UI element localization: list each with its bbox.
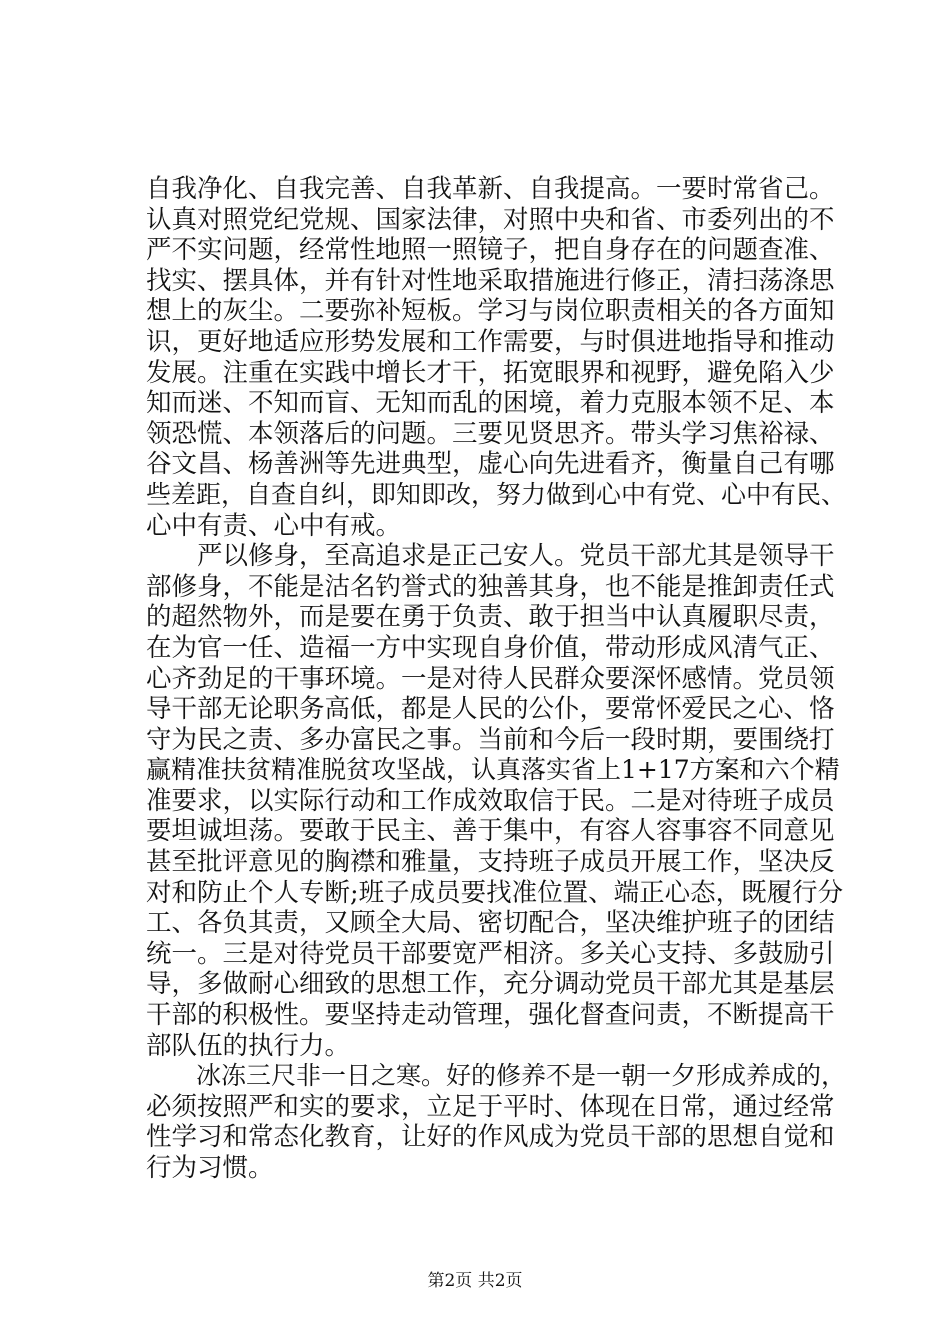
text-line: 统一。三是对待党员干部要宽严相济。多关心支持、多鼓励引 xyxy=(146,938,835,969)
text-line: 的超然物外，而是要在勇于负责、敢于担当中认真履职尽责， xyxy=(146,602,835,633)
text-line: 在为官一任、造福一方中实现自身价值，带动形成风清气正、 xyxy=(146,632,835,663)
text-line: 领恐慌、本领落后的问题。三要见贤思齐。带头学习焦裕禄、 xyxy=(146,418,835,449)
text-line: 导，多做耐心细致的思想工作，充分调动党员干部尤其是基层 xyxy=(146,969,835,1000)
text-line: 识，更好地适应形势发展和工作需要，与时俱进地指导和推动 xyxy=(146,326,835,357)
text-line: 严不实问题，经常性地照一照镜子，把自身存在的问题查准、 xyxy=(146,235,835,266)
text-line: 干部的积极性。要坚持走动管理，强化督查问责，不断提高干 xyxy=(146,1000,835,1031)
text-line: 发展。注重在实践中增长才干，拓宽眼界和视野，避免陷入少 xyxy=(146,357,835,388)
text-line: 必须按照严和实的要求，立足于平时、体现在日常，通过经常 xyxy=(146,1091,835,1122)
text-line: 严以修身，至高追求是正己安人。党员干部尤其是领导干 xyxy=(146,541,835,572)
text-line: 谷文昌、杨善洲等先进典型，虚心向先进看齐，衡量自己有哪 xyxy=(146,449,835,480)
text-line: 行为习惯。 xyxy=(146,1153,274,1183)
page-footer: 第2页 共2页 xyxy=(427,1271,523,1291)
text-line: 心中有责、心中有戒。 xyxy=(146,510,402,541)
text-line: 甚至批评意见的胸襟和雅量，支持班子成员开展工作，坚决反 xyxy=(146,847,835,878)
text-line: 赢精准扶贫精准脱贫攻坚战，认真落实省上1+17方案和六个精 xyxy=(146,755,840,785)
text-line: 认真对照党纪党规、国家法律，对照中央和省、市委列出的不 xyxy=(146,204,835,235)
text-line: 准要求，以实际行动和工作成效取信于民。二是对待班子成员 xyxy=(146,785,835,816)
text-line: 知而迷、不知而盲、无知而乱的困境，着力克服本领不足、本 xyxy=(146,388,835,419)
document-body xyxy=(146,174,846,1184)
text-line: 冰冻三尺非一日之寒。好的修养不是一朝一夕形成养成的， xyxy=(146,1061,846,1091)
text-line: 部修身，不能是沽名钓誉式的独善其身，也不能是推卸责任式 xyxy=(146,571,835,602)
text-line: 找实、摆具体，并有针对性地采取措施进行修正，清扫荡涤思 xyxy=(146,265,835,296)
text-line: 守为民之责、多办富民之事。当前和今后一段时期，要围绕打 xyxy=(146,724,835,755)
text-line: 要坦诚坦荡。要敢于民主、善于集中，有容人容事容不同意见 xyxy=(146,816,835,847)
text-line: 些差距，自查自纠，即知即改，努力做到心中有党、心中有民、 xyxy=(146,479,846,509)
text-line: 部队伍的执行力。 xyxy=(146,1030,351,1061)
text-line: 自我净化、自我完善、自我革新、自我提高。一要时常省己。 xyxy=(146,174,835,204)
text-line: 想上的灰尘。二要弥补短板。学习与岗位职责相关的各方面知 xyxy=(146,296,835,327)
text-line: 工、各负其责，又顾全大局、密切配合，坚决维护班子的团结 xyxy=(146,908,835,939)
text-line: 导干部无论职务高低，都是人民的公仆，要常怀爱民之心、恪 xyxy=(146,694,835,725)
text-line: 对和防止个人专断;班子成员要找准位置、端正心态，既履行分 xyxy=(146,877,844,908)
text-line: 心齐劲足的干事环境。一是对待人民群众要深怀感情。党员领 xyxy=(146,663,835,694)
text-line: 性学习和常态化教育，让好的作风成为党员干部的思想自觉和 xyxy=(146,1122,835,1153)
